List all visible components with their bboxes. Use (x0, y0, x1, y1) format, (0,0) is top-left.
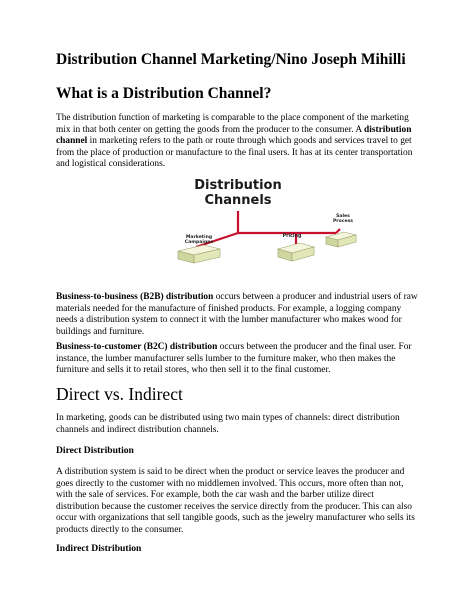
b2b-text: occurs between a producer and industrial users of raw materials needed for the manufacture of finished products. For example, a logging company needs a distribution system to connect it with the lumber manufacturer who makes wood for buildings and furniture. (56, 292, 418, 337)
subheading-indirect-distribution: Indirect Distribution (56, 543, 142, 554)
direct-vs-indirect-paragraph: In marketing, goods can be distributed using two main types of channels: direct distribution channels and indirect distribution channels. (56, 413, 400, 435)
connector-lines (196, 211, 340, 247)
intro-paragraph (56, 113, 418, 171)
b2b-paragraph (56, 292, 418, 338)
figure-title-line2: Channels (204, 193, 272, 208)
distribution-channels-illustration (168, 175, 358, 285)
pricing-box (278, 233, 314, 261)
intro-text-1: The distribution function of marketing is comparable to the place component of the marketing mix in that both center on getting the goods from the producer to the consumer. A (56, 113, 409, 135)
box1-label-line1: Marketing (185, 235, 213, 240)
subheading-direct-distribution: Direct Distribution (56, 445, 134, 456)
figure-title-line1: Distribution (194, 178, 282, 193)
box1-label-line2: Campaigns (184, 240, 214, 245)
direct-distribution-paragraph: A distribution system is said to be direct when the product or service leaves the producer and goes directly to the customer with no middlemen involved. This occurs, more often than not, with the sale of services. For example, both the car wash and the barber utilize direct distribution because the customer receives the service directly from the producer. This can also occur with organizations that sell tangible goods, such as the jewelry manufacturer who sells its products directly to the consumer. (56, 467, 415, 535)
box2-label: Pricing (282, 234, 302, 239)
section-heading-what: What is a Distribution Channel? (56, 85, 272, 102)
sales-process-box (326, 213, 356, 247)
box3-label-line1: Sales (336, 214, 350, 219)
box3-label-line2: Process (332, 219, 354, 224)
distribution-channels-figure (168, 175, 358, 285)
intro-bold-term: distribution channel (56, 124, 412, 147)
intro-text-2: in marketing refers to the path or route through which goods and services travel to get from the place of production or manufacture to the final users. It has at its center transportation and logistical considerations. (56, 136, 413, 170)
document-title: Distribution Channel Marketing/Nino Joseph Mihilli (56, 51, 406, 68)
section-heading-direct-vs-indirect: Direct vs. Indirect (56, 384, 183, 404)
b2b-bold-term: Business-to-business (B2B) distribution (56, 292, 214, 302)
marketing-campaigns-box (178, 234, 220, 263)
b2c-text: occurs between the producer and the final user. For instance, the lumber manufacturer sells lumber to the furniture maker, who then makes the furniture and sells it to retail stores, who then sell it to the final customer. (56, 342, 412, 376)
b2c-paragraph (56, 342, 418, 377)
b2c-bold-term: Business-to-customer (B2C) distribution (56, 342, 218, 352)
